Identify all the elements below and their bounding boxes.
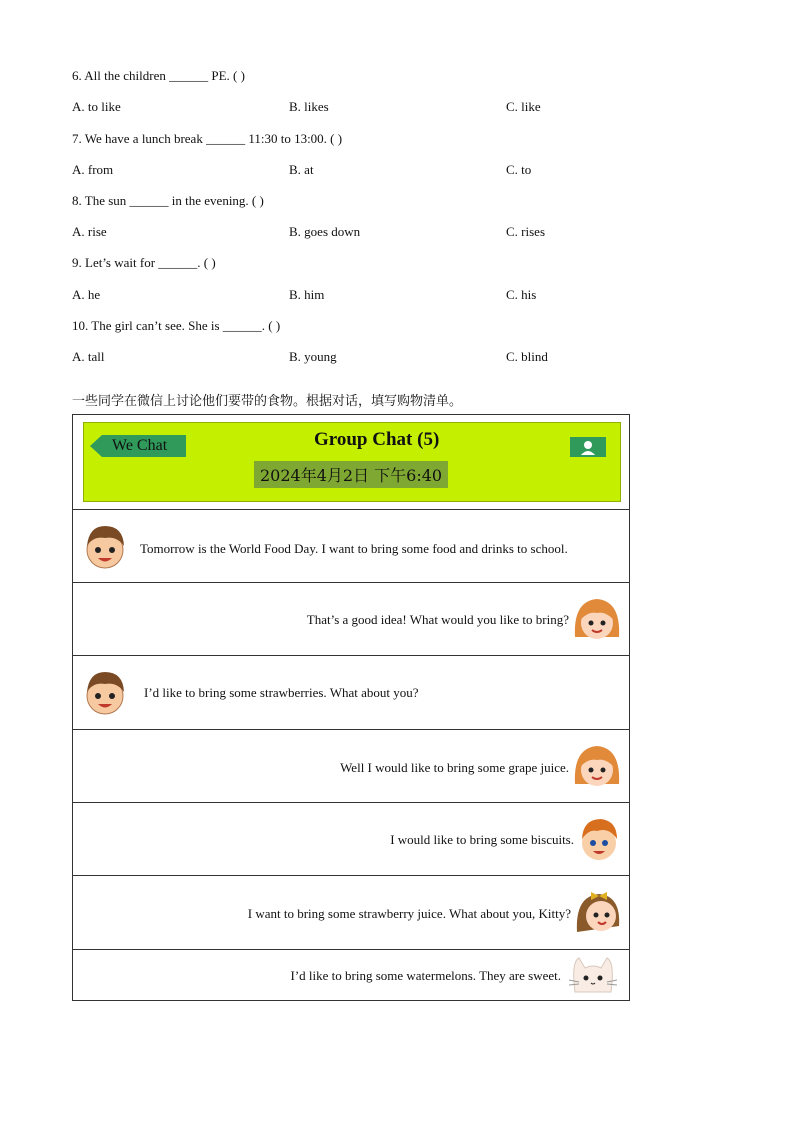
question-7-option-a: A. from [72, 162, 114, 177]
chat-table [72, 414, 630, 1001]
question-8-stem: 8. The sun ______ in the evening. ( ) [72, 193, 264, 208]
girl-bow-avatar [573, 886, 625, 938]
cat-kitty-avatar [565, 952, 621, 998]
question-6-stem: 6. All the children ______ PE. ( ) [72, 68, 245, 83]
message-text: I’d like to bring some strawberries. What about you? [144, 685, 419, 700]
message-text: Well I would like to bring some grape juice. [340, 760, 569, 775]
question-10-option-c: C. blind [506, 349, 548, 364]
back-button-label: We Chat [112, 437, 168, 454]
boy-brown-hair-avatar [79, 520, 131, 572]
boy-orange-hair-avatar [573, 813, 625, 865]
question-6-option-a: A. to like [72, 99, 121, 114]
question-9-option-c: C. his [506, 287, 537, 302]
chat-message-row [73, 509, 629, 583]
message-text: I want to bring some strawberry juice. What about you, Kitty? [247, 906, 571, 921]
question-8-option-c: C. rises [506, 224, 545, 239]
question-8-option-b: B. goes down [289, 224, 361, 239]
user-icon [570, 437, 606, 457]
question-6-option-c: C. like [506, 99, 541, 114]
question-8-option-a: A. rise [72, 224, 107, 239]
question-6-option-b: B. likes [289, 99, 329, 114]
message-text: I would like to bring some biscuits. [390, 832, 574, 847]
question-9-stem: 9. Let’s wait for ______. ( ) [72, 255, 216, 270]
boy-brown-hair-avatar [79, 666, 131, 718]
girl-orange-hair-avatar [571, 740, 623, 792]
section-instruction: 一些同学在微信上讨论他们要带的食物。根据对话，填写购物清单。 [72, 394, 463, 409]
back-arrow-icon [90, 435, 102, 457]
chat-message-row [73, 729, 629, 803]
wechat-back-button[interactable] [102, 435, 186, 457]
question-7-option-b: B. at [289, 162, 314, 177]
chat-header-row [73, 414, 629, 509]
question-10-option-a: A. tall [72, 349, 105, 364]
message-text: That’s a good idea! What would you like to bring? [306, 612, 569, 627]
question-9-option-a: A. he [72, 287, 101, 302]
chat-message-row [73, 949, 629, 1001]
question-10-stem: 10. The girl can’t see. She is ______. ( ) [72, 318, 281, 333]
girl-orange-hair-avatar [571, 593, 623, 645]
chat-datetime: 2024年4月2日 下午6:40 [254, 461, 448, 488]
chat-message-row [73, 802, 629, 876]
chat-message-row [73, 655, 629, 730]
message-text: I’d like to bring some watermelons. They are sweet. [290, 968, 561, 983]
question-9-option-b: B. him [289, 287, 325, 302]
user-profile-button[interactable] [570, 437, 606, 457]
question-10-option-b: B. young [289, 349, 337, 364]
group-chat-title: Group Chat (5) [314, 429, 440, 450]
message-text: Tomorrow is the World Food Day. I want to bring some food and drinks to school. [140, 541, 568, 556]
question-7-stem: 7. We have a lunch break ______ 11:30 to 13:00. ( ) [72, 131, 343, 146]
chat-message-row [73, 875, 629, 950]
chat-header [83, 422, 621, 502]
question-7-option-c: C. to [506, 162, 532, 177]
chat-message-row [73, 582, 629, 656]
